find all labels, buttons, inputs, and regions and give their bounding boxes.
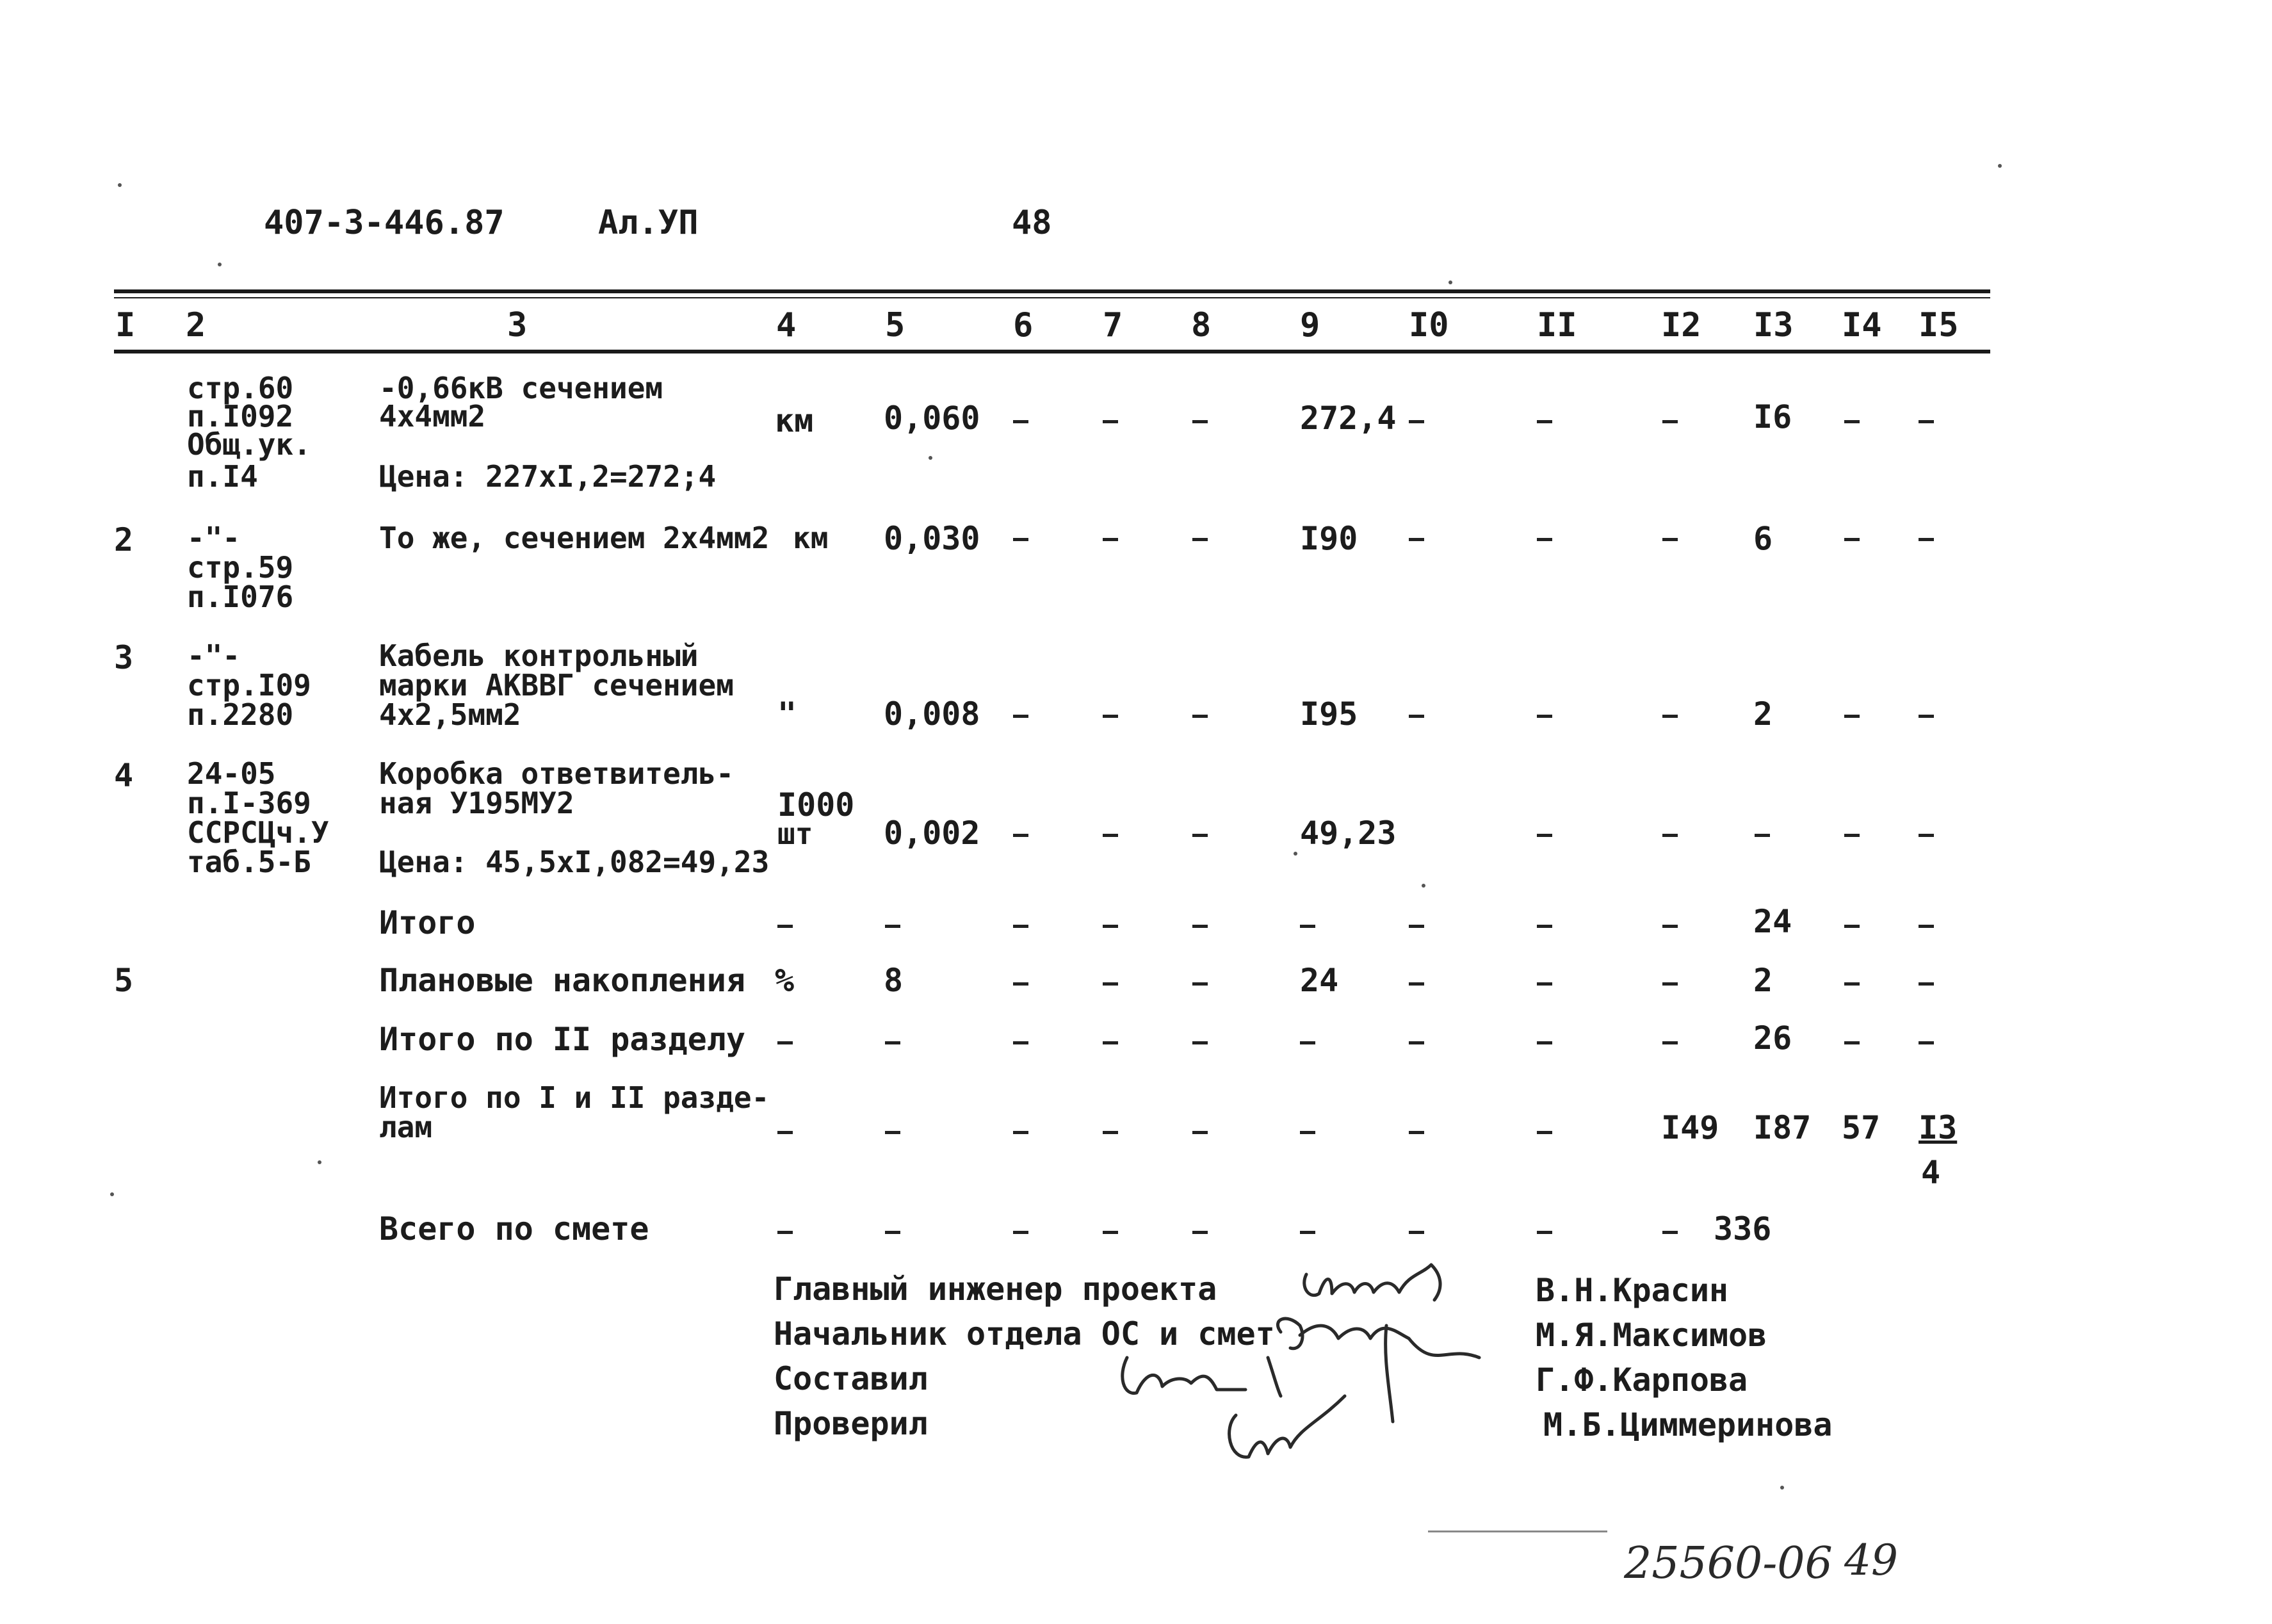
row-2-number: 2 [114, 521, 134, 558]
col-11-header: II [1537, 306, 1577, 345]
row-4-ref-1: 24-05 [187, 756, 276, 791]
page-number: 48 [1012, 204, 1052, 242]
col-3-header: 3 [507, 306, 528, 345]
signature-tsimmerinova [1229, 1326, 1393, 1457]
row-1-ref-2: п.I092 [187, 399, 294, 434]
row-4-desc-1: Коробка ответвитель- [379, 756, 734, 791]
row-2-ref-2: стр.59 [187, 550, 294, 585]
archive-number: 25560-06 [1624, 1538, 1833, 1589]
row-1-unit: км [775, 402, 814, 439]
row-3-ref-2: стр.I09 [187, 668, 311, 702]
row-2-col9: I90 [1300, 520, 1358, 557]
section2-total-col13: 26 [1753, 1019, 1792, 1057]
row-3-ref-1: -"- [187, 638, 241, 673]
row-2-desc-1: То же, сечением 2х4мм2 [379, 521, 770, 555]
row-5-unit: % [775, 962, 795, 999]
row-3-desc-3: 4х2,5мм2 [379, 697, 521, 732]
sections-total-col15-2: 4 [1921, 1154, 1941, 1191]
row-2-ref-1: -"- [187, 521, 241, 555]
row-1-ref-1: стр.60 [187, 371, 294, 405]
album-label: Ал.УП [598, 204, 699, 242]
sections-total-col12: I49 [1661, 1109, 1719, 1146]
row-3-desc-1: Кабель контрольный [379, 638, 699, 673]
row-1-ref-4: п.I4 [187, 459, 258, 494]
row-4-price: Цена: 45,5хI,082=49,23 [379, 845, 770, 879]
row-1-col9: 272,4 [1300, 400, 1397, 437]
row-4-number: 4 [114, 757, 134, 794]
role-checked-by: Проверил [774, 1405, 928, 1442]
role-compiled-by: Составил [774, 1360, 928, 1397]
sections-total-col15-1: I3 [1919, 1109, 1958, 1146]
col-12-header: I2 [1661, 306, 1701, 345]
row-3-number: 3 [114, 639, 134, 676]
row-1-ref-3: Общ.ук. [187, 427, 311, 462]
col-1-header: I [115, 306, 136, 345]
sections-total-col14: 57 [1842, 1109, 1881, 1146]
row-3-col13: 2 [1753, 695, 1773, 733]
col-7-header: 7 [1103, 306, 1123, 345]
sections-total-col13: I87 [1753, 1109, 1812, 1146]
col-5-header: 5 [885, 306, 905, 345]
row-3-ref-3: п.2280 [187, 697, 294, 732]
sections-total-label-1: Итого по I и II разде- [379, 1080, 770, 1115]
col-15-header: I5 [1919, 306, 1959, 345]
row-2-qty: 0,030 [884, 520, 980, 557]
signature-karpova [1123, 1358, 1281, 1396]
row-2-unit: км [793, 521, 829, 555]
row-4-ref-3: ССРСЦч.У [187, 815, 329, 850]
col-2-header: 2 [186, 306, 206, 345]
sections-total-label-2: лам [379, 1110, 433, 1144]
row-2-col13: 6 [1753, 520, 1773, 557]
subtotal-label: Итого [379, 904, 476, 941]
signature-maksimov [1278, 1319, 1479, 1358]
row-4-qty: 0,002 [884, 815, 980, 852]
row-3-qty: 0,008 [884, 695, 980, 733]
col-9-header: 9 [1300, 306, 1320, 345]
col-6-header: 6 [1013, 306, 1034, 345]
row-5-col13: 2 [1753, 962, 1773, 999]
grand-total-col13: 336 [1714, 1210, 1772, 1247]
row-5-number: 5 [114, 962, 134, 999]
row-1-desc-2: 4х4мм2 [379, 399, 486, 434]
row-1-qty: 0,060 [884, 400, 980, 437]
role-chief-engineer: Главный инженер проекта [774, 1271, 1217, 1308]
sheet-number: 49 [1844, 1536, 1898, 1585]
name-checked-by: М.Б.Циммеринова [1543, 1406, 1833, 1443]
col-14-header: I4 [1842, 306, 1882, 345]
subtotal-col13: 24 [1753, 903, 1792, 940]
col-10-header: I0 [1409, 306, 1449, 345]
row-3-unit: " [777, 695, 797, 733]
name-chief-engineer: В.Н.Красин [1536, 1272, 1729, 1309]
name-compiled-by: Г.Ф.Карпова [1536, 1361, 1748, 1399]
row-5-desc: Плановые накопления [379, 962, 745, 999]
row-2-ref-3: п.I076 [187, 580, 294, 614]
row-4-desc-2: ная У195МУ2 [379, 786, 574, 820]
col-8-header: 8 [1191, 306, 1212, 345]
row-4-unit-2: шт [777, 816, 813, 851]
row-5-col9: 24 [1300, 962, 1339, 999]
row-1-col13: I6 [1753, 398, 1792, 435]
row-4-ref-2: п.I-369 [187, 786, 311, 820]
row-3-desc-2: марки АКВВГ сечением [379, 668, 734, 702]
row-4-col9: 49,23 [1300, 815, 1397, 852]
row-1-price: Цена: 227хI,2=272;4 [379, 459, 717, 494]
doc-code: 407-3-446.87 [264, 204, 505, 242]
footer-divider [1428, 1531, 1607, 1532]
row-3-col9: I95 [1300, 695, 1358, 733]
row-4-ref-4: таб.5-Б [187, 845, 311, 879]
row-5-qty: 8 [884, 962, 904, 999]
col-13-header: I3 [1753, 306, 1794, 345]
row-1-desc-1: -0,66кВ сечением [379, 371, 663, 405]
grand-total-label: Всего по смете [379, 1210, 649, 1247]
col-4-header: 4 [776, 306, 797, 345]
name-department-head: М.Я.Максимов [1536, 1317, 1767, 1354]
row-4-unit-1: I000 [777, 786, 855, 824]
section2-total-label: Итого по II разделу [379, 1021, 745, 1058]
signature-krasin [1304, 1265, 1440, 1300]
role-department-head: Начальник отдела ОС и смет [774, 1315, 1275, 1352]
